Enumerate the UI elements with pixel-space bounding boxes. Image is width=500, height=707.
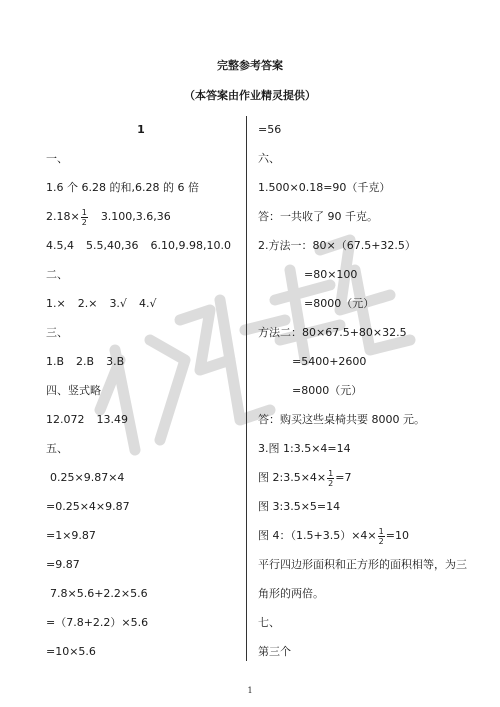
answer-line: 答：购买这些桌椅共要 8000 元。: [258, 413, 425, 426]
answer-line: [46, 347, 236, 376]
calc-line: =9.87: [46, 558, 80, 571]
calc-line: =8000（元）: [304, 297, 375, 310]
answer-line: 1.500×0.18=90（千克）: [258, 181, 391, 194]
section-heading-4: 四、竖式略: [46, 384, 101, 397]
calc-line: =5400+2600: [292, 355, 367, 368]
fraction: [378, 527, 385, 546]
section-heading-1: 一、: [46, 152, 68, 165]
answer-line: [258, 521, 468, 550]
answer-line: 图 3:3.5×5=14: [258, 500, 341, 513]
answer-text: 13.49: [96, 413, 128, 426]
answer-line: 第三个: [258, 645, 291, 658]
calc-line: 0.25×9.87×4: [50, 471, 125, 484]
answer-line: 方法二：80×67.5+80×32.5: [258, 326, 407, 339]
answer-text: 1.×: [46, 297, 66, 310]
column-divider: [246, 116, 247, 661]
fraction-numerator: 1: [328, 468, 334, 478]
calc-line: =8000（元）: [292, 384, 363, 397]
section-heading-3: 三、: [46, 326, 68, 339]
answer-text: 1.B: [46, 355, 65, 368]
fraction: [327, 469, 334, 488]
section-heading-2: 二、: [46, 268, 68, 281]
fraction: [81, 208, 88, 227]
right-column: [258, 115, 468, 666]
section-heading-6: 六、: [258, 152, 280, 165]
answer-text: 2.18×: [46, 210, 80, 223]
section-number: 1: [137, 123, 145, 136]
section-heading-7: 七、: [258, 616, 280, 629]
calc-line: =0.25×4×9.87: [46, 500, 130, 513]
fraction-denominator: 2: [378, 536, 384, 546]
answer-text: 4.√: [138, 297, 157, 310]
answer-line: 角形的两倍。: [258, 587, 324, 600]
answer-line: [46, 202, 236, 231]
fraction-denominator: 2: [81, 217, 87, 227]
answer-line: [46, 231, 236, 260]
fraction-numerator: 1: [81, 207, 87, 217]
answer-line: 2.方法一：80×（67.5+32.5）: [258, 239, 416, 252]
page-number: 1: [247, 686, 253, 695]
answer-line: 答：一共收了 90 千克。: [258, 210, 378, 223]
answer-text: =10: [385, 529, 409, 542]
answer-text: 3.√: [109, 297, 127, 310]
answer-text: 3.B: [106, 355, 125, 368]
answer-line: [46, 289, 236, 318]
calc-line: =56: [258, 123, 282, 136]
answer-text: 12.072: [46, 413, 85, 426]
answer-text: 图 2:3.5×4×: [258, 471, 327, 484]
answer-line: 3.图 1:3.5×4=14: [258, 442, 351, 455]
answer-text: 3.100,3.6,36: [100, 210, 171, 223]
section-heading-5: 五、: [46, 442, 68, 455]
page-subtitle: （本答案由作业精灵提供）: [184, 89, 316, 102]
answer-text: 4.5,4: [46, 239, 74, 252]
answer-text: 2.×: [77, 297, 98, 310]
calc-line: =1×9.87: [46, 529, 96, 542]
answer-text: =7: [335, 471, 352, 484]
answer-line: 平行四边形面积和正方形的面积相等，为三: [258, 558, 467, 571]
fraction-denominator: 2: [328, 478, 334, 488]
answer-line: [258, 463, 468, 492]
calc-line: =10×5.6: [46, 645, 96, 658]
answer-text: 6.10,9.98,10.0: [150, 239, 231, 252]
answer-text: 2.B: [76, 355, 95, 368]
fraction-numerator: 1: [378, 526, 384, 536]
answer-line: 1.6 个 6.28 的和,6.28 的 6 倍: [46, 181, 199, 194]
answer-line: [46, 405, 236, 434]
calc-line: 7.8×5.6+2.2×5.6: [50, 587, 148, 600]
calc-line: =（7.8+2.2）×5.6: [46, 616, 149, 629]
answer-text: 图 4：（1.5+3.5）×4×: [258, 529, 377, 542]
page-title: 完整参考答案: [217, 59, 283, 72]
answer-text: 5.5,40,36: [86, 239, 139, 252]
left-column: [46, 115, 236, 666]
calc-line: =80×100: [304, 268, 358, 281]
